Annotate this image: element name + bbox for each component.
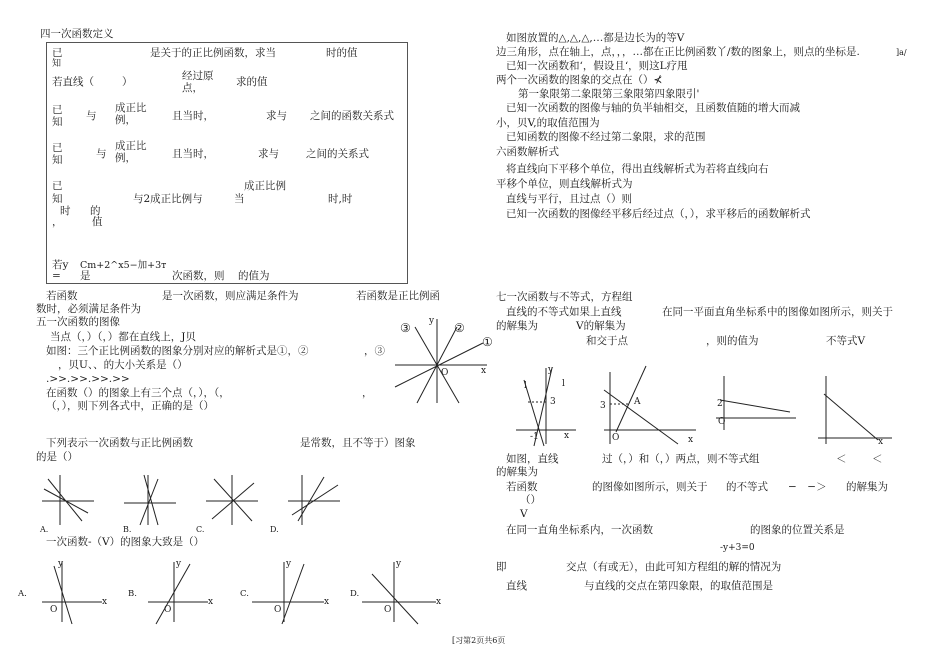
box-text: 时的值	[326, 47, 358, 59]
figure-small-line	[716, 376, 796, 430]
line-text: V的解集为	[576, 320, 626, 332]
line-text: 边三角形，点在轴上，点，，，…都在正比例函数丫/数的图象上，则点的坐标是.	[496, 46, 860, 58]
option-b-label: B.	[123, 525, 132, 534]
fig-label-xb: x	[688, 435, 694, 445]
box-text: ）	[122, 76, 133, 88]
svg-text:O: O	[274, 605, 282, 615]
option-c-figure-2	[252, 559, 329, 624]
box-text: 求的值	[236, 76, 268, 88]
fig-label-l1: l	[524, 381, 527, 391]
fig-label-3: 3	[550, 397, 556, 407]
line-text: 若函数	[46, 290, 78, 302]
fig-label-2: 2	[717, 399, 723, 409]
box-text: =	[52, 270, 61, 282]
line-text: 的图象的位置关系是	[750, 524, 845, 536]
line-text: 平移个单位，则直线解析式为	[496, 178, 633, 190]
option-a-figure-2	[42, 559, 107, 624]
option-c-label-2: C.	[240, 589, 249, 599]
option-b-figure-2	[148, 559, 213, 624]
line-text: V	[520, 508, 528, 520]
line-text: 直线的不等式如果上直线	[506, 306, 622, 318]
box-text: 知	[52, 116, 63, 128]
box-text: 知	[52, 59, 62, 69]
line-text: 的是（）	[36, 451, 78, 463]
x-label: x	[481, 366, 487, 376]
inequality-figures	[500, 360, 940, 450]
svg-text:y: y	[396, 559, 402, 569]
section7-title: 七一次函数与不等式，方程组	[496, 291, 633, 303]
option-d-figure	[288, 475, 340, 525]
option-b-label-2: B.	[128, 589, 137, 599]
box-text: 例，	[115, 114, 136, 126]
circle-label-3: ③	[400, 321, 411, 335]
box-text: 的	[90, 205, 101, 217]
line-text: 在函数（）的图象上有三个点（，），（，	[46, 387, 230, 399]
box-text: 与2成正比例与	[133, 193, 203, 205]
line-text: 已知函数的图像不经过第二象限，求的范围	[506, 131, 706, 143]
origin-label: O	[441, 368, 449, 378]
definition-box	[46, 42, 408, 284]
svg-text:O: O	[50, 605, 58, 615]
fig-label-o: O	[612, 433, 620, 443]
box-text: 若直线（	[52, 76, 94, 88]
box-text: 经过原	[182, 70, 214, 82]
box-text: 成正比	[115, 102, 147, 114]
section5-title: 五一次函数的图像	[36, 316, 120, 328]
box-text: 已	[52, 104, 63, 116]
fig-label-neg1: -1	[530, 432, 539, 442]
box-text: 与	[86, 110, 97, 122]
box-text: 的值为	[238, 270, 270, 282]
page-footer: [习第2页共6页	[452, 636, 506, 645]
line-text: 小，贝V,的取值范围为	[496, 117, 600, 129]
line-text: 已知一次函数的图像与轴的负半轴相交，且函数值随的增大而减	[506, 102, 800, 114]
line-text: 在同一直角坐标系内，一次函数	[506, 524, 653, 536]
line-text: （，），则下列各式中，正确的是（）	[46, 400, 214, 412]
line-text: 当点（，）（，）都在直线上，J贝	[50, 331, 196, 343]
fig-label-3b: 3	[600, 401, 606, 411]
line-text: 如图：三个正比例函数的图象分别对应的解析式是①，②	[46, 345, 309, 357]
line-text: ，则的值为	[706, 335, 759, 347]
option-figures-row1	[42, 473, 342, 533]
line-text: 若函数是正比例函	[356, 290, 440, 302]
svg-text:O: O	[164, 605, 172, 615]
box-text: 成正比例	[244, 180, 286, 192]
box-text: 求与	[258, 148, 279, 160]
line-text: ，贝U、、的大小关系是（）	[58, 359, 188, 371]
line-text: 过（，）和（，）两点，则不等式组	[602, 453, 760, 465]
line-text: 的解集为	[496, 320, 538, 332]
option-figures-row2	[36, 559, 442, 630]
box-text: 是	[80, 270, 91, 282]
line-text: 即	[496, 561, 507, 573]
fig-label-xc: x	[878, 437, 884, 447]
svg-text:x: x	[208, 597, 214, 607]
box-text: 值	[92, 216, 103, 228]
box-text: 求与	[266, 110, 287, 122]
box-text: 成正比	[115, 140, 147, 152]
line-text: 数时，必须满足条件为	[36, 303, 141, 315]
option-a-label: A.	[40, 525, 49, 534]
figure-point-a	[600, 366, 696, 445]
line-text: 与直线的交点在第四象限，的取值范围是	[584, 580, 773, 592]
line-text: 直线	[506, 580, 527, 592]
box-text: 且当时，	[172, 148, 214, 160]
line-text: 已知一次函数的图像经平移后经过点（，），求平移后的函数解析式	[506, 208, 811, 220]
line-text: 第一象限第二象限第三象限第四象限引'	[518, 88, 700, 100]
line-text: 一次函数-（V）的图象大致是（）	[46, 536, 205, 548]
line-text: 下列表示一次函数与正比例函数	[46, 437, 193, 449]
line-text: 和交于点	[586, 335, 628, 347]
line-text: 的解集为	[846, 481, 888, 493]
line-text: （）	[520, 494, 541, 506]
option-b-figure	[124, 475, 176, 525]
box-text: 时	[60, 205, 71, 217]
option-a-figure	[42, 475, 94, 525]
box-text: 已	[52, 142, 63, 154]
line-text: ，③	[364, 345, 385, 357]
box-text: 知	[52, 154, 63, 166]
line-text: 的解集为	[496, 466, 538, 478]
line-text: 将直线向下平移个单位，得出直线解析式为若将直线向右	[506, 163, 769, 175]
line-text: − −＞	[788, 481, 827, 493]
circle-label-2: ②	[454, 321, 465, 335]
option-d-label: D.	[270, 525, 279, 534]
box-text: 已	[52, 47, 63, 59]
fig-label-x: x	[564, 431, 570, 441]
line-text: ＜	[836, 453, 847, 465]
box-text: 时,时	[328, 193, 353, 205]
line-text: 直线与平行，且过点（）则	[506, 193, 632, 205]
line-text: 是常数，且不等于）图象	[300, 437, 416, 449]
line-text: ，	[362, 387, 373, 399]
line-text: 若函数	[506, 481, 538, 493]
box-text: ，	[52, 216, 63, 228]
y-label: y	[429, 316, 435, 326]
svg-text:O: O	[384, 605, 392, 615]
line-text: ]a/	[896, 48, 907, 57]
figure-decreasing-line	[818, 376, 892, 447]
box-text: 与	[96, 148, 107, 160]
svg-text:x: x	[436, 597, 442, 607]
line-text: 是一次函数，则应满足条件为	[162, 290, 299, 302]
box-text: Cm+2^x5−加+3т	[80, 260, 167, 271]
svg-text:y: y	[176, 559, 182, 569]
line-text: 如图，直线	[506, 453, 559, 465]
line-text: .>>.>>.>>.>>	[46, 373, 130, 385]
fig-label-o2: O	[718, 417, 726, 427]
box-text: 是关于的正比例函数，求当	[150, 47, 276, 59]
svg-text:x: x	[324, 597, 330, 607]
line-text: 已知一次函数和‘，假设且‘，则这L疗甩	[506, 60, 688, 72]
box-text: 次函数，则	[172, 270, 225, 282]
line-text: ＜	[872, 453, 883, 465]
line-text: 如图放置的△,△,△,…都是边长为的等V	[506, 32, 685, 44]
line-text: 的图像如图所示，则关于	[592, 481, 708, 493]
figure-intersecting-lines	[516, 365, 576, 446]
fig-label-y: y	[548, 365, 554, 375]
section6-title: 六函数解析式	[496, 146, 559, 158]
box-text: 若y	[52, 259, 69, 271]
line-text: 不等式V	[826, 335, 866, 347]
box-text: 点，	[182, 82, 203, 94]
box-text: 之间的关系式	[306, 148, 369, 160]
box-text: 且当时，	[172, 110, 214, 122]
section4-title: 四一次函数定义	[40, 28, 114, 40]
fig-label-l2: l	[562, 379, 565, 389]
box-text: 例，	[115, 152, 136, 164]
line-text: 交点（有或无），由此可知方程组的解的情况为	[566, 561, 782, 573]
option-a-label-2: A.	[18, 589, 27, 599]
line-text: 在同一平面直角坐标系中的图像如图所示，则关于	[662, 306, 893, 318]
option-c-figure	[206, 475, 258, 525]
fig-label-a: A	[634, 397, 641, 407]
box-text: 知	[52, 193, 63, 205]
svg-text:x: x	[102, 597, 108, 607]
line-text: 的不等式	[726, 481, 768, 493]
option-c-label: C.	[196, 525, 205, 534]
box-text: 当	[234, 193, 245, 205]
equation-text: -y+3=0	[720, 543, 755, 553]
box-text: 已	[52, 180, 63, 192]
option-d-figure-2	[362, 559, 441, 624]
circle-label-1: ①	[482, 335, 493, 349]
svg-text:y: y	[286, 559, 292, 569]
box-text: 之间的函数关系式	[310, 110, 394, 122]
svg-text:y: y	[58, 559, 64, 569]
line-text: 两个一次函数的图象的交点在（）⊀	[496, 74, 663, 86]
option-d-label-2: D.	[350, 589, 360, 599]
